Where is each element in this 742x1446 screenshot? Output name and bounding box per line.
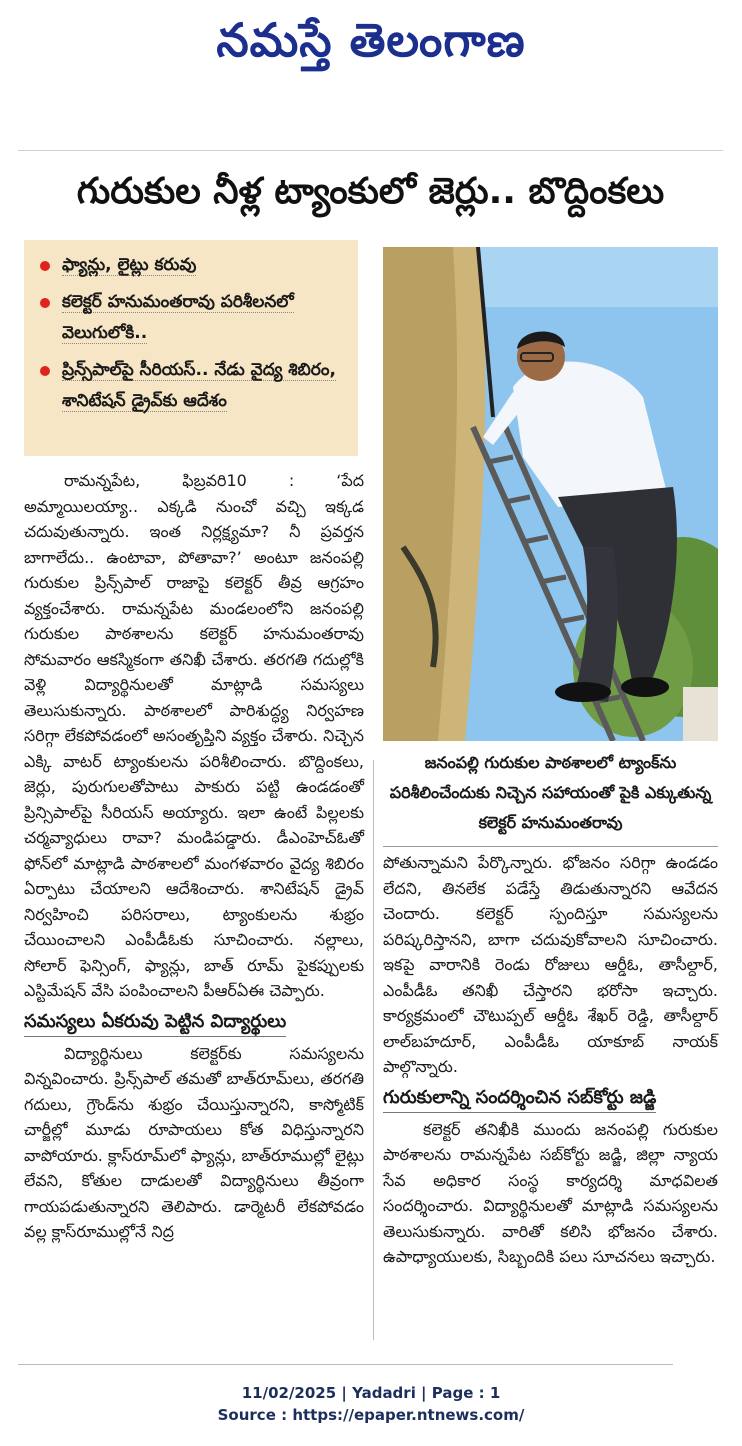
bullet-icon: [40, 366, 50, 376]
article-paragraph: పోతున్నామని పేర్కొన్నారు. భోజనం సరిగ్గా ఉండడం లేదని, తినలేక పడేస్తే తిడుతున్నారని ఆవేదన చెందారు. కలెక్టర్ స్పందిస్తూ సమస్యలను పరిష్కరిస్తానని, బాగా చదువుకోవాలని సూచించారు. ఇకపై వారానికి రెండు రోజులు ఆర్డీఓ, తాసీల్దార్, ఎంపీడీఓ తనిఖీ చేస్తారని భరోసా ఇచ్చారు. కార్యక్రమంలో చౌటుప్పల్ ఆర్డీఓ శేఖర్ రెడ్డి, తాసీల్దార్ లాల్‌బహదూర్, ఎంపీడీఓ యాకూబ్ నాయక్ పాల్గొన్నారు.: [383, 853, 718, 1076]
highlight-text: కలెక్టర్ హనుమంతరావు పరిశీలనలో వెలుగులోకి..: [62, 292, 294, 343]
highlights-box: [24, 240, 358, 456]
article-paragraph: కలెక్టర్ తనిఖీకి ముందు జనంపల్లి గురుకుల పాఠశాలను రామన్నపేట సబ్‌కోర్టు జడ్జి, జిల్లా న్యాయ సేవ అధికార సంస్థ కార్యదర్శి మాధవిలత సందర్శించారు. విద్యార్థినులతో మాట్లాడి సమస్యలను తెలుసుకున్నారు. వారితో కలిసి భోజనం చేశారు. ఉపాధ్యాయులకు, సిబ్బందికి పలు సూచనలు ఇచ్చారు.: [383, 1119, 718, 1266]
highlight-item: [38, 250, 348, 281]
bullet-icon: [40, 261, 50, 271]
caption-divider: [383, 846, 718, 847]
article-column-left: [24, 468, 364, 1245]
section-subheading: సమస్యలు ఏకరువు పెట్టిన విద్యార్థులు: [24, 1008, 286, 1037]
news-photo: [383, 247, 718, 741]
highlight-item: [38, 287, 348, 349]
highlight-text: ప్రిన్స్‌పాల్‌పై సీరియస్.. నేడు వైద్య శిబిరం, శానిటేషన్ డ్రైవ్‌కు ఆదేశం: [62, 360, 336, 411]
photo-collector-climbing-ladder: [383, 247, 718, 741]
top-divider: [18, 150, 723, 151]
article-column-right: [383, 850, 718, 1270]
photo-caption: జనంపల్లి గురుకుల పాఠశాలలో ట్యాంక్‌ను పరిశీలించేందుకు నిచ్చెన సహాయంతో పైకి ఎక్కుతున్న కలెక్టర్ హనుమంతరావు: [389, 753, 712, 832]
newspaper-masthead: నమస్తే తెలంగాణ: [216, 13, 526, 67]
bullet-icon: [40, 298, 50, 308]
column-divider: [373, 760, 374, 1340]
article-paragraph: విద్యార్థినులు కలెక్టర్‌కు సమస్యలను విన్నవించారు. ప్రిన్స్‌పాల్ తమతో బాత్‌రూమ్‌లు, తరగతి గదులు, గ్రౌండ్‌ను శుభ్రం చేయిస్తున్నారని, కాస్మోటిక్ చార్జీల్లో మూడు రూపాయలు కోత విధిస్తున్నారని వాపోయారు. క్లాస్‌రూమ్‌లో ఫ్యాన్లు, బాత్‌రూముల్లో లైట్లు లేవని, కోతుల దాడులతో విద్యార్థినులు తీవ్రంగా గాయపడుతున్నారని తెలిపారు. డార్మెటరీ లేకపోవడం వల్ల క్లాస్‌రూముల్లోనే నిద్ర: [24, 1043, 364, 1241]
source-link[interactable]: Source : https://epaper.ntnews.com/: [217, 1406, 525, 1424]
article-paragraph: రామన్నపేట, ఫిబ్రవరి10 : ‘పేద అమ్మాయిలయ్యా.. ఎక్కడి నుంచో వచ్చి ఇక్కడ చదువుతున్నారు. ఇంత నిర్లక్ష్యమా? నీ ప్రవర్తన బాగాలేదు.. ఉంటావా, పోతావా?’ అంటూ జనంపల్లి గురుకుల ప్రిన్స్‌పాల్ రాజాపై కలెక్టర్ తీవ్ర ఆగ్రహం వ్యక్తంచేశారు. రామన్నపేట మండలంలోని జనంపల్లి గురుకుల పాఠశాలను కలెక్టర్ హనుమంతరావు సోమవారం ఆకస్మికంగా తనిఖీ చేశారు. తరగతి గదుల్లోకి వెళ్లి విద్యార్థినులతో మాట్లాడి సమస్యలు తెలుసుకున్నారు. పాఠశాలలో పారిశుద్ధ్య నిర్వహణ సరిగ్గా లేకపోవడంలో అసంతృప్తిని వ్యక్తం చేశారు. నిచ్చెన ఎక్కి వాటర్ ట్యాంకులను పరిశీలించారు. బొద్దింకలు, జెర్లు, పురుగులతోపాటు పాకురు పట్టి ఉండడంతో ప్రిన్సిపాల్‌పై సీరియస్ అయ్యారు. ఇలా ఉంటే పిల్లలకు చర్మవ్యాధులు రావా? మండిపడ్డారు. డీఎంహెచ్‌ఓతో ఫోన్‌లో మాట్లాడి పాఠశాలలో మంగళవారం వైద్య శిబిరం ఏర్పాటు చేయాలని ఆదేశించారు. శానిటేషన్ డ్రైవ్ నిర్వహించి పరిసరాలు, ట్యాంకులను శుభ్రం చేయించాలని ఎంపీడీఓకు సూచించారు. నల్లాలు, సోలార్ ఫెన్సింగ్, ఫ్యాన్లు, బాత్ రూమ్ పైకప్పులకు ఎస్టిమేషన్ వేసి పంపించాలని పీఆర్ఏఈ చెప్పారు.: [24, 471, 364, 1000]
highlight-item: [38, 355, 348, 417]
edition-info: 11/02/2025 | Yadadri | Page : 1: [241, 1384, 501, 1402]
section-subheading: గురుకులాన్ని సందర్శించిన సబ్‌కోర్టు జడ్జి: [383, 1084, 656, 1113]
footer-divider: [18, 1364, 673, 1365]
article-headline: గురుకుల నీళ్ల ట్యాంకులో జెర్లు.. బొద్దింకలు: [76, 171, 665, 212]
highlight-text: ఫ్యాన్లు, లైట్లు కరువు: [62, 255, 197, 275]
